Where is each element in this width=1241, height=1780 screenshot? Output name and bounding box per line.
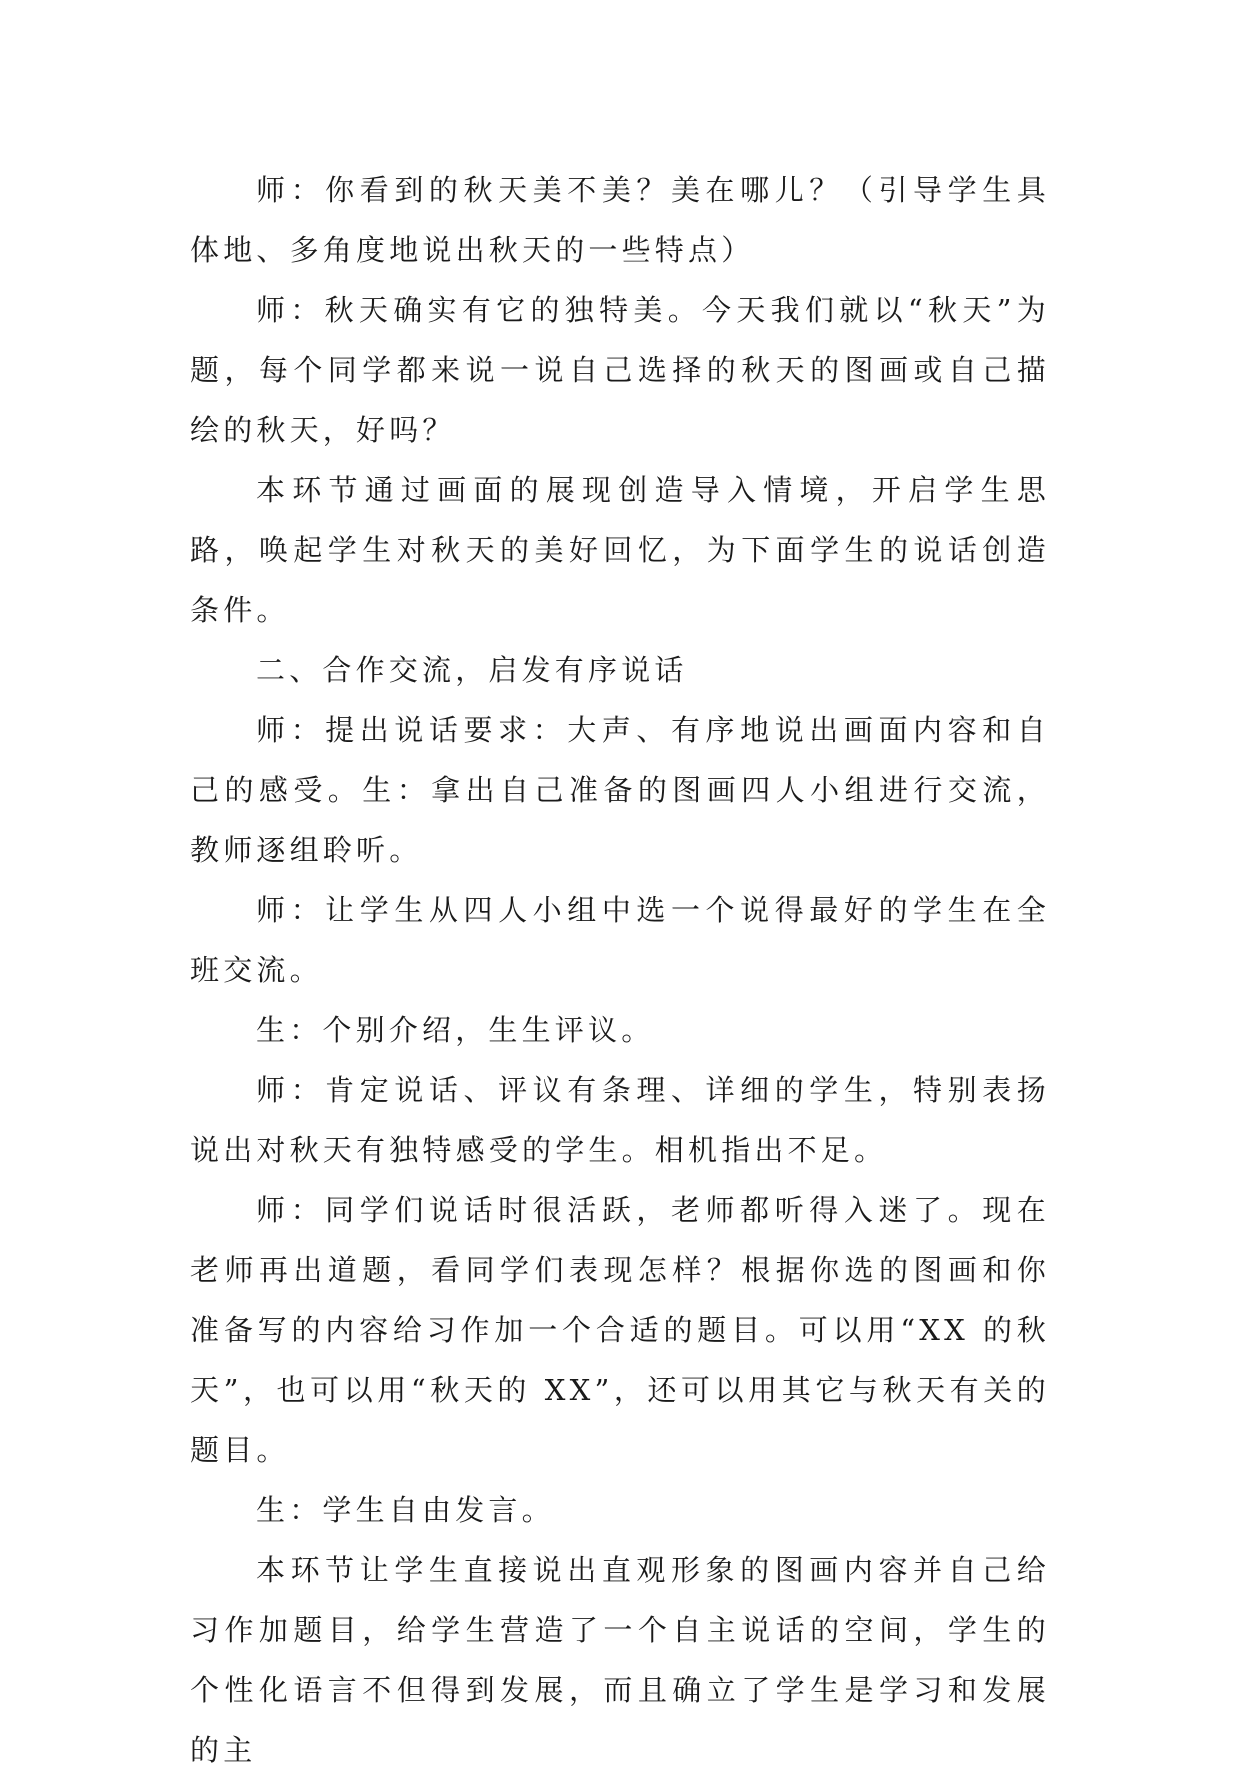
paragraph-5: 师：提出说话要求：大声、有序地说出画面内容和自己的感受。生：拿出自己准备的图画四人小组进行交流，教师逐组聆听。 <box>190 713 1050 867</box>
paragraph-3: 本环节通过画面的展现创造导入情境，开启学生思路，唤起学生对秋天的美好回忆，为下面学生的说话创造条件。 <box>190 473 1050 627</box>
document-body <box>190 160 1050 1780</box>
paragraph-8: 师：肯定说话、评议有条理、详细的学生，特别表扬说出对秋天有独特感受的学生。相机指出不足。 <box>190 1073 1050 1167</box>
paragraph-10: 生：学生自由发言。 <box>256 1493 555 1527</box>
paragraph-11: 本环节让学生直接说出直观形象的图画内容并自己给习作加题目，给学生营造了一个自主说话的空间，学生的个性化语言不但得到发展，而且确立了学生是学习和发展的主 <box>190 1553 1050 1767</box>
paragraph-6: 师：让学生从四人小组中选一个说得最好的学生在全班交流。 <box>190 893 1050 987</box>
paragraph-7: 生：个别介绍，生生评议。 <box>256 1013 655 1047</box>
paragraph-9: 师：同学们说话时很活跃，老师都听得入迷了。现在老师再出道题，看同学们表现怎样？根据你选的图画和你准备写的内容给习作加一个合适的题目。可以用“XX 的秋天”，也可以用“秋天的 XX”，还可以用其它与秋天有关的题目。 <box>190 1193 1050 1467</box>
section-heading: 二、合作交流，启发有序说话 <box>256 653 688 687</box>
paragraph-2: 师：秋天确实有它的独特美。今天我们就以“秋天”为题，每个同学都来说一说自己选择的秋天的图画或自己描绘的秋天，好吗？ <box>190 293 1050 447</box>
paragraph-1: 师：你看到的秋天美不美？美在哪儿？（引导学生具体地、多角度地说出秋天的一些特点） <box>190 173 1050 267</box>
